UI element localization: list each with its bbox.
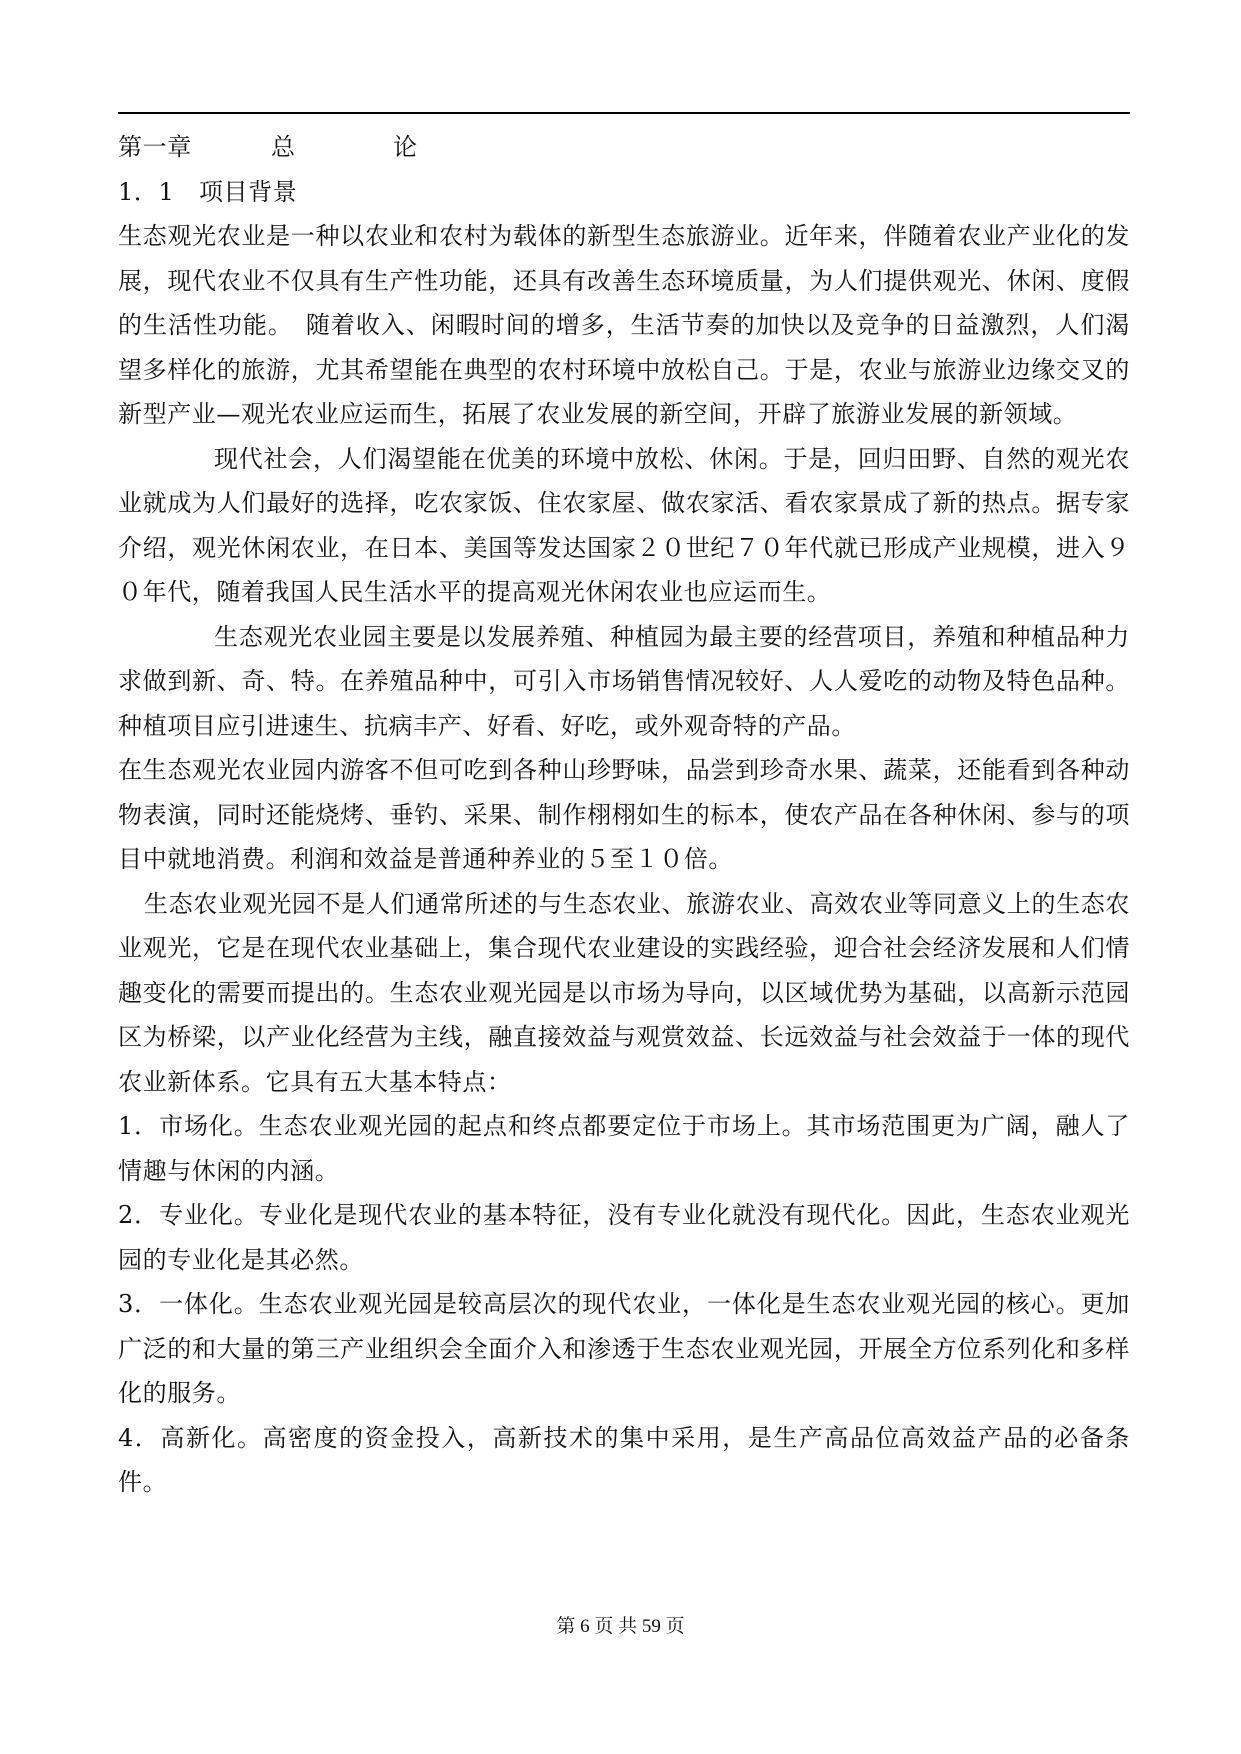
paragraph: 现代社会，人们渴望能在优美的环境中放松、休闲。于是，回归田野、自然的观光农业就成为人们最好的选择，吃农家饭、住农家屋、做农家活、看农家景成了新的热点。据专家介绍，观光休闲农业，在日本、美国等发达国家２０世纪７０年代就已形成产业规模，进入９０年代，随着我国人民生活水平的提高观光休闲农业也应运而生。 [118,444,1130,606]
chapter-title-part-1: 总 [271,133,296,161]
paragraph: 生态农业观光园不是人们通常所述的与生态农业、旅游农业、高效农业等同意义上的生态农业观光，它是在现代农业基础上，集合现代农业建设的实践经验，迎合社会经济发展和人们情趣变化的需要而提出的。生态农业观光园是以市场为导向，以区域优势为基础，以高新示范园区为桥梁，以产业化经营为主线，融直接效益与观赏效益、长远效益与社会效益于一体的现代农业新体系。它具有五大基本特点： [118,889,1130,1096]
chapter-heading [118,125,1130,170]
list-item: 2．专业化。专业化是现代农业的基本特征，没有专业化就没有现代化。因此，生态农业观光园的专业化是其必然。 [118,1201,1130,1274]
chapter-title-part-2: 论 [393,133,418,161]
paragraph: 生态观光农业是一种以农业和农村为载体的新型生态旅游业。近年来，伴随着农业产业化的发展，现代农业不仅具有生产性功能，还具有改善生态环境质量，为人们提供观光、休闲、度假的生活性功能。 随着收入、闲暇时间的增多，生活节奏的加快以及竞争的日益激烈，人们渴望多样化的旅游，尤其希望能在典型的农村环境中放松自己。于是，农业与旅游业边缘交叉的新型产业—观光农业应运而生，拓展了农业发展的新空间，开辟了旅游业发展的新领域。 [118,222,1130,428]
list-item: 3．一体化。生态农业观光园是较高层次的现代农业，一体化是生态农业观光园的核心。更加广泛的和大量的第三产业组织会全面介入和渗透于生态农业观光园，开展全方位系列化和多样化的服务。 [118,1290,1130,1407]
list-item: 1．市场化。生态农业观光园的起点和终点都要定位于市场上。其市场范围更为广阔，融人了情趣与休闲的内涵。 [118,1112,1130,1185]
chapter-number: 第一章 [118,133,192,161]
list-item: 4．高新化。高密度的资金投入，高新技术的集中采用，是生产高品位高效益产品的必备条件。 [118,1423,1130,1496]
section-heading: 1．1 项目背景 [118,177,298,206]
page-body [118,125,1130,1505]
page-footer: 第 6 页 共 59 页 [556,1616,685,1637]
header-rule [118,112,1130,114]
paragraph: 生态观光农业园主要是以发展养殖、种植园为最主要的经营项目，养殖和种植品种力求做到新、奇、特。在养殖品种中，可引入市场销售情况较好、人人爱吃的动物及特色品种。种植项目应引进速生、抗病丰产、好看、好吃，或外观奇特的产品。 [118,622,1130,740]
paragraph: 在生态观光农业园内游客不但可吃到各种山珍野味，品尝到珍奇水果、蔬菜，还能看到各种动物表演，同时还能烧烤、垂钓、采果、制作栩栩如生的标本，使农产品在各种休闲、参与的项目中就地消费。利润和效益是普通种养业的５至１０倍。 [118,756,1130,873]
